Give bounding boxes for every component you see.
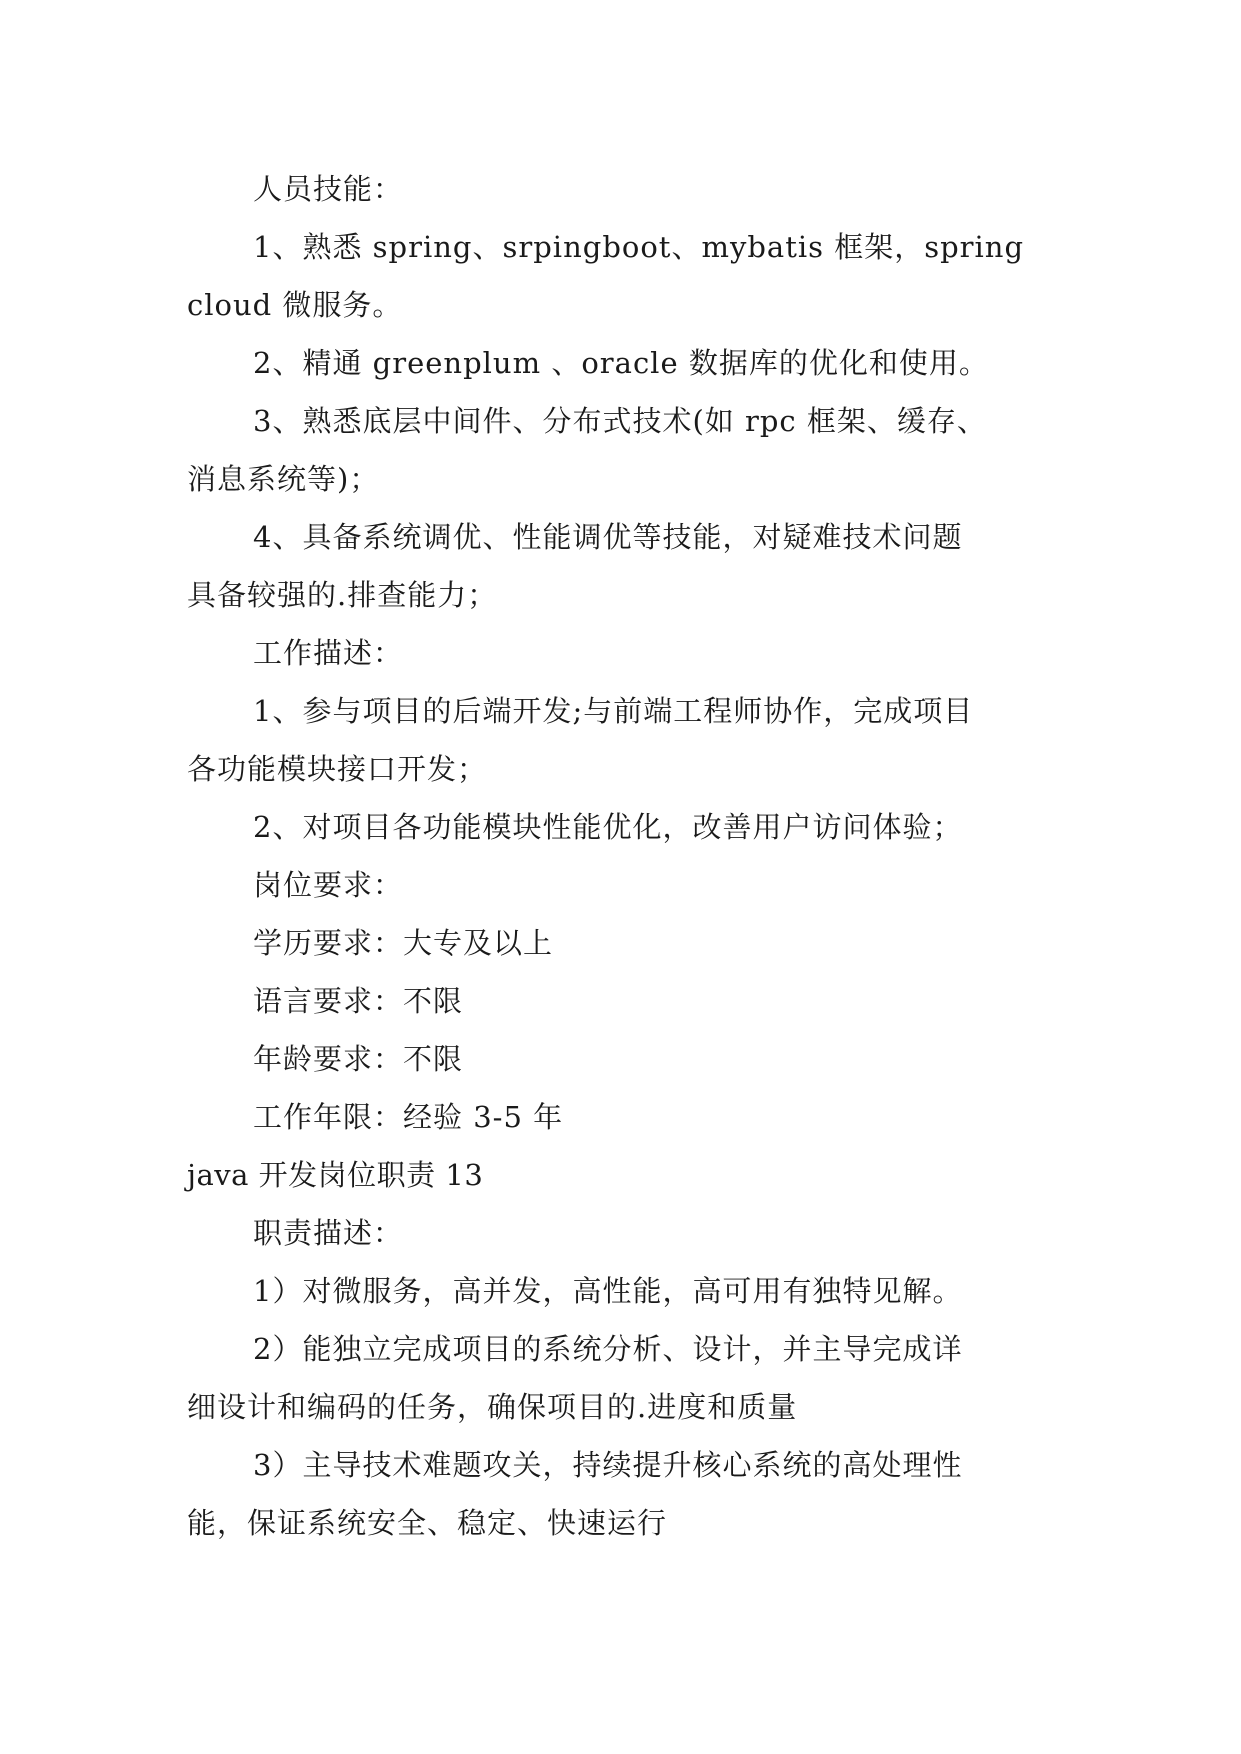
paragraph-line: 消息系统等)； [187,462,380,496]
section-heading-skills: 人员技能： [253,172,404,206]
requirement-language: 语言要求：不限 [253,984,464,1018]
paragraph-line: 3）主导技术难题攻关，持续提升核心系统的高处理性 [253,1448,963,1482]
paragraph-line: 2、对项目各功能模块性能优化，改善用户访问体验； [253,810,963,844]
paragraph-line: 1）对微服务，高并发，高性能，高可用有独特见解。 [253,1274,963,1308]
section-title: java 开发岗位职责 13 [187,1158,484,1192]
document-body [187,160,1057,1552]
paragraph-line: 能，保证系统安全、稳定、快速运行 [187,1506,668,1540]
section-heading-requirements: 岗位要求： [253,868,404,902]
requirement-experience: 工作年限：经验 3-5 年 [253,1100,564,1134]
paragraph-line: 4、具备系统调优、性能调优等技能，对疑难技术问题 [253,520,963,554]
paragraph-line: 3、熟悉底层中间件、分布式技术(如 rpc 框架、缓存、 [253,404,987,438]
paragraph-line: 细设计和编码的任务，确保项目的.进度和质量 [187,1390,798,1424]
paragraph-line: 各功能模块接口开发； [187,752,488,786]
section-heading-duties: 职责描述： [253,1216,404,1250]
requirement-age: 年龄要求：不限 [253,1042,464,1076]
paragraph-line: cloud 微服务。 [187,288,403,322]
paragraph-line: 2、精通 greenplum 、oracle 数据库的优化和使用。 [253,346,989,380]
paragraph-line: 1、参与项目的后端开发;与前端工程师协作，完成项目 [253,694,974,728]
paragraph-line: 1、熟悉 spring、srpingboot、mybatis 框架，spring [253,230,1025,264]
paragraph-line: 2）能独立完成项目的系统分析、设计，并主导完成详 [253,1332,963,1366]
requirement-education: 学历要求：大专及以上 [253,926,554,960]
section-heading-work-description: 工作描述： [253,636,404,670]
paragraph-line: 具备较强的.排查能力； [187,578,498,612]
